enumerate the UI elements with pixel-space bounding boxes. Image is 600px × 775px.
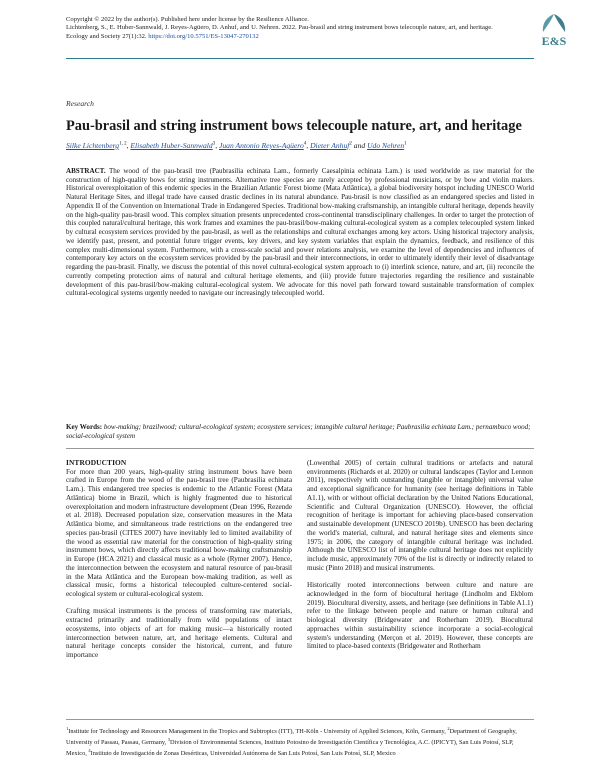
author-separator: , xyxy=(215,141,219,150)
footnote-marker: 1 xyxy=(66,726,69,731)
footnote-marker: 4 xyxy=(88,747,91,753)
footnote-text: Instituto de Investigación de Zonas Desérticas, Universidad Autónoma de San Luis Potosí, San Luis Potosí, SLP, Mexico xyxy=(90,749,396,757)
paragraph: (Lowenthal 2005) of certain cultural traditions or artefacts and natural environments (Richards et al. 2020) or cultural landscapes (Taylor and Lennon 2011), respectively with outstanding (tangible or intangible) universal value and exceptional significance for humanity (see heritage definitions in Table A1.1), with or without official declaration by the United Nations Educational, Scientific and Cultural Organization (UNESCO). However, the official recognition of heritage is important for achieving place-based conservation and sustainable development (UNESCO 2019b). UNESCO has been declaring the world's material, cultural, and natural heritage sites and elements since 1975; in 2006, the category of intangible cultural heritage was included. Although the UNESCO list of intangible cultural heritage does not explicitly include music, approximately 70% of the list is directly or indirectly related to music (Pinto 2018) and musical instruments. xyxy=(307,459,533,572)
affiliations-footnote xyxy=(66,725,534,757)
author-separator: , xyxy=(306,141,311,150)
paragraph: Historically rooted interconnections between culture and nature are acknowledged in the form of biocultural heritage (Lindholm and Ekblom 2019). Biocultural diversity, assets, and heritage (see definitions in Table A1.1) refer to the linkage between people and nature or human cultural and biological diversity (Bridgewater and Rotherham 2019). Biocultural approaches within sustainability science incorporate a social-ecological system's understanding (Merçon et al. 2019). However, these concepts are limited to place-based contexts (Bridgewater and Rotherham xyxy=(307,581,533,651)
citation-body: Lichtenberg, S., E. Huber-Sannwald, J. Reyes-Agüero, D. Anhuf, and U. Nehren. 2022. Pau-brasil and string instrument bows telecouple nature, art, and heritage. Ecology and Society 27(1):32. xyxy=(66,24,493,40)
citation-text xyxy=(66,24,506,41)
abstract-label: ABSTRACT. xyxy=(66,167,106,175)
abstract xyxy=(66,167,534,298)
doi-link[interactable]: https://doi.org/10.5751/ES-13047-270132 xyxy=(148,32,259,40)
journal-logo-text: E&S xyxy=(541,34,567,48)
keywords-label: Key Words: xyxy=(66,423,103,431)
author-affiliation: 2 xyxy=(349,141,352,147)
author-affiliation: 1, 2 xyxy=(119,141,127,147)
author-affiliation: 1 xyxy=(404,141,407,147)
author-separator: and xyxy=(351,141,368,150)
article-title: Pau-brasil and string instrument bows telecouple nature, art, and heritage xyxy=(66,118,522,134)
section-label: Research xyxy=(66,99,94,108)
footnote-rule xyxy=(66,719,534,720)
header-rule xyxy=(66,58,534,59)
citation-header xyxy=(66,16,506,41)
author-affiliation: 4 xyxy=(303,141,307,147)
author-separator: , xyxy=(126,141,131,150)
abstract-rule xyxy=(66,448,534,449)
paragraph: Crafting musical instruments is the process of transforming raw materials, extracted primarily and traditionally from wild populations of intact ecosystems, into objects of art for making music—a historically rooted interconnection between nature, art, and heritage elements. Cultural and natural heritage concepts consider the historical, current, and future importance xyxy=(66,607,292,660)
author-list xyxy=(66,141,407,150)
footnote-marker: 3 xyxy=(167,736,170,742)
paragraph: For more than 200 years, high-quality string instrument bows have been crafted in Europe from the wood of the pau-brasil tree (Paubrasilia echinata Lam.). This endangered tree species is endemic to the Atlantic Forest (Mata Atlântica) biome in Brazil, which is highly fragmented due to historical overexploitation and modern infrastructure development (Dean 1996, Rezende et al. 2018). Decreased population size, conservation measures in the Mata Atlântica biome, and simultaneous trade restrictions on the endangered tree species pau-brasil (CITES 2007) have inevitably led to limited availability of the wood as essential raw material for the construction of high-quality string instrument bows, which directly affects traditional bow-making craftsmanship in Europe (HCA 2021) and classical music as a whole (Rymer 2007). Hence, the interconnection between the ecosystem and natural resource of pau-brasil in the Mata Atlântica and the European bow-making tradition, as well as classical music, forms a historical telecoupled culture-centered social-ecological system or cultural-ecological system. xyxy=(66,467,292,599)
left-column xyxy=(66,459,292,669)
abstract-text: The wood of the pau-brasil tree (Paubrasilia echinata Lam., formerly Caesalpinia echinata Lam.) is used worldwide as raw material for the construction of high-quality bows for string instruments. Alternative tree species are rarely accepted by professional musicians, or by bow and violin makers. Historical overexploitation of this endemic species in the Brazilian Atlantic Forest biome (Mata Atlântica), a global biodiversity hotspot including UNESCO World Natural Heritage Sites, and illegal trade have caused drastic declines in its natural abundance. Pau-brasil is now classified as an endangered species and listed in Appendix II of the Convention on International Trade in Endangered Species. Traditional bow-making craftsmanship, an intangible cultural heritage, depends heavily on the high-quality pau-brasil wood. This complex situation presents unprecedented cross-continental transdisciplinary challenges. In order to target the protection of this coupled natural/cultural heritage, this work frames and examines the pau-brasil/bow-making cultural-ecological system as a complex telecoupled system linked by cultural ecosystem services provided by the pau-brasil, as well as the relationships and cultural exchanges among key actors. Using historical trajectory analysis, we identify past, present, and potential future trigger events, key drivers, and key system variables that explain the dynamics, feedback, and resilience of this complex multi-dimensional system. Furthermore, with a cross-scale social and power relations analysis, we examine the level of dependencies and influences of contemporary key actors on the ecosystem services provided by the pau-brasil and their interconnections, in order to ultimately identify their level of disadvantage regarding the pau-brasil. Finally, we discuss the potential of this novel cultural-ecological system approach to (i) interlink science, nature, and art, (ii) reconcile the currently competing protection aims of natural and cultural heritage elements, and (iii) provide future trajectories regarding the resilience and sustainable development of this pau-brasil/bow-making cultural-ecological system. We advocate for this novel path forward toward sustainable transformation of complex cultural-ecological systems urgently needed to navigate our increasingly telecoupled world. xyxy=(66,167,534,298)
journal-logo-icon xyxy=(535,12,573,50)
copyright-line: Copyright © 2022 by the author(s). Published here under license by the Resilience Alliance. xyxy=(66,16,309,23)
author-name[interactable]: Silke Lichtenberg xyxy=(66,141,120,150)
right-column xyxy=(307,459,533,660)
author-name[interactable]: Udo Nehren xyxy=(367,141,405,150)
footnote-text: Department of Geography, University of Passau, Passau, Germany, xyxy=(66,728,517,746)
section-heading: INTRODUCTION xyxy=(66,458,127,467)
author-name[interactable]: Dieter Anhuf xyxy=(310,141,350,150)
author-name[interactable]: Juan Antonio Reyes-Agüero xyxy=(219,141,304,150)
footnote-marker: 2 xyxy=(447,726,450,731)
keywords-text: bow-making; brazilwood; cultural-ecological system; ecosystem services; intangible cultural heritage; Paubrasilia echinata Lam.; pernambuco wood; social-ecological system xyxy=(66,423,531,440)
author-name[interactable]: Elisabeth Huber-Sannwald xyxy=(130,141,213,150)
footnote-text: Institute for Technology and Resources Management in the Tropics and Subtropics (ITT), TH-Köln - University of Applied Sciences, Köln, Germany, xyxy=(68,728,448,736)
footnote-text: Division of Environmental Sciences, Instituto Potosino de Investigación Científica y Tecnológica, A.C. (IPICYT), San Luis Potosí, SLP, Mexico, xyxy=(66,738,514,757)
author-affiliation: 3 xyxy=(212,141,216,147)
keywords xyxy=(66,423,534,440)
